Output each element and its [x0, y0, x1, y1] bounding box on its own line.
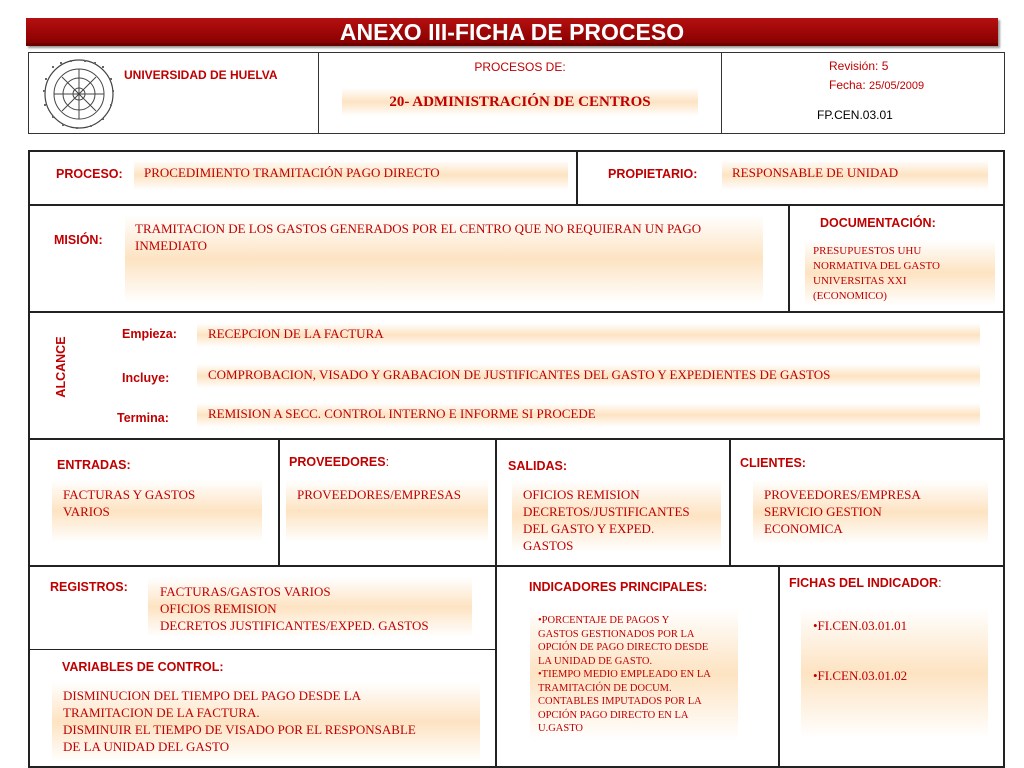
registros-box — [148, 577, 472, 637]
ficha-item-1: •FI.CEN.03.01.01 — [813, 618, 908, 633]
variables-line: DISMINUIR EL TIEMPO DE VISADO POR EL RESPONSABLE — [63, 722, 416, 737]
university-name: UNIVERSIDAD DE HUELVA — [124, 68, 278, 82]
termina-value: REMISION A SECC. CONTROL INTERNO E INFORME SI PROCEDE — [197, 403, 980, 427]
indicadores-line: •PORCENTAJE DE PAGOS Y — [538, 615, 670, 626]
entradas-line: VARIOS — [63, 504, 110, 519]
alcance-label: ALCANCE — [54, 336, 68, 398]
clientes-label: CLIENTES: — [740, 456, 806, 470]
indicadores-box — [530, 608, 738, 740]
university-seal-icon — [40, 58, 118, 130]
clientes-line: SERVICIO GESTION — [764, 504, 882, 519]
page-title: ANEXO III-FICHA DE PROCESO — [26, 18, 998, 46]
entradas-line: FACTURAS Y GASTOS — [63, 487, 196, 502]
col-divider-mision — [788, 204, 790, 312]
clientes-line: PROVEEDORES/EMPRESA — [764, 487, 921, 502]
variables-line: DE LA UNIDAD DEL GASTO — [63, 739, 230, 754]
variables-label: VARIABLES DE CONTROL: — [62, 660, 224, 674]
documentacion-line: NORMATIVA DEL GASTO — [813, 260, 940, 272]
empieza-label: Empieza: — [122, 327, 177, 341]
row-divider-2 — [28, 311, 1005, 313]
registros-line: DECRETOS JUSTIFICANTES/EXPED. GASTOS — [160, 618, 429, 633]
mision-value: TRAMITACION DE LOS GASTOS GENERADOS POR EL CENTRO QUE NO REQUIERAN UN PAGO INMEDIATO — [125, 215, 763, 303]
row-divider-1 — [28, 204, 1005, 206]
row-divider-registros — [28, 649, 496, 650]
propietario-value: RESPONSABLE DE UNIDAD — [722, 160, 988, 190]
revision-label: Revisión: — [829, 59, 879, 73]
documentacion-box — [805, 240, 995, 306]
proceso-label: PROCESO: — [56, 167, 123, 181]
documentacion-line: (ECONOMICO) — [813, 290, 887, 302]
proveedores-box — [286, 480, 488, 542]
indicadores-line: OPCIÓN PAGO DIRECTO EN LA — [538, 709, 689, 721]
salidas-label: SALIDAS: — [508, 459, 568, 473]
documentacion-line: PRESUPUESTOS UHU — [813, 245, 922, 257]
revision-value: 5 — [881, 59, 889, 73]
entradas-label: ENTRADAS: — [57, 458, 131, 472]
col-divider-entradas — [278, 438, 280, 566]
variables-line: DISMINUCION DEL TIEMPO DEL PAGO DESDE LA — [63, 688, 362, 703]
indicadores-line: •TIEMPO MEDIO EMPLEADO EN LA — [538, 669, 711, 680]
incluye-label: Incluye: — [122, 371, 170, 385]
salidas-line: DEL GASTO Y EXPED. — [523, 521, 655, 536]
fichas-label — [789, 576, 942, 590]
processes-value: 20- ADMINISTRACIÓN DE CENTROS — [342, 88, 698, 116]
clientes-line: ECONOMICA — [764, 521, 843, 536]
salidas-line: OFICIOS REMISION — [523, 487, 640, 502]
documentacion-line: UNIVERSITAS XXI — [813, 275, 907, 287]
proveedores-label — [289, 455, 389, 469]
indicadores-line: OPCIÓN DE PAGO DIRECTO DESDE — [538, 642, 709, 653]
revision — [829, 59, 888, 73]
ficha-item-2: •FI.CEN.03.01.02 — [813, 668, 908, 683]
header-divider-2 — [721, 52, 722, 134]
col-divider-proceso — [576, 150, 578, 205]
salidas-box — [512, 480, 721, 552]
processes-label: PROCESOS DE: — [474, 60, 566, 74]
fichas-label-colon: : — [938, 576, 942, 590]
col-divider-proveedores — [495, 438, 497, 768]
proveedores-label-text: PROVEEDORES — [289, 455, 386, 469]
document-code: FP.CEN.03.01 — [817, 108, 893, 122]
indicadores-line: LA UNIDAD DE GASTO. — [538, 655, 653, 667]
registros-label: REGISTROS: — [50, 580, 128, 594]
termina-label: Termina: — [117, 411, 169, 425]
registros-line: FACTURAS/GASTOS VARIOS — [160, 584, 331, 599]
indicadores-line: TRAMITACIÓN DE DOCUM. — [538, 682, 672, 694]
incluye-value: COMPROBACION, VISADO Y GRABACION DE JUSTIFICANTES DEL GASTO Y EXPEDIENTES DE GASTOS — [197, 364, 980, 388]
proceso-value: PROCEDIMIENTO TRAMITACIÓN PAGO DIRECTO — [134, 160, 568, 190]
indicadores-line: CONTABLES IMPUTADOS POR LA — [538, 696, 702, 707]
variables-line: TRAMITACION DE LA FACTURA. — [63, 705, 260, 720]
proveedores-line: PROVEEDORES/EMPRESAS — [297, 487, 461, 502]
date-label: Fecha: — [829, 78, 866, 92]
registros-line: OFICIOS REMISION — [160, 601, 277, 616]
mision-label: MISIÓN: — [54, 233, 103, 247]
proveedores-label-colon: : — [385, 455, 390, 469]
variables-box — [52, 682, 480, 762]
salidas-line: GASTOS — [523, 538, 574, 553]
indicadores-label: INDICADORES PRINCIPALES: — [529, 580, 708, 594]
row-divider-3 — [28, 438, 1005, 440]
clientes-box — [753, 480, 988, 544]
col-divider-salidas — [729, 438, 731, 566]
col-divider-indicadores — [778, 565, 780, 768]
date — [829, 78, 924, 92]
fichas-label-text: FICHAS DEL INDICADOR — [789, 576, 939, 590]
salidas-line: DECRETOS/JUSTIFICANTES — [523, 504, 690, 519]
indicadores-line: GASTOS GESTIONADOS POR LA — [538, 628, 695, 640]
date-value: 25/05/2009 — [869, 80, 925, 92]
empieza-value: RECEPCION DE LA FACTURA — [197, 323, 980, 347]
propietario-label: PROPIETARIO: — [608, 167, 698, 181]
documentacion-label: DOCUMENTACIÓN: — [820, 216, 936, 230]
indicadores-line: U.GASTO — [538, 723, 584, 734]
fichas-box — [801, 608, 988, 738]
row-divider-4 — [28, 565, 1005, 567]
entradas-box — [52, 480, 262, 542]
